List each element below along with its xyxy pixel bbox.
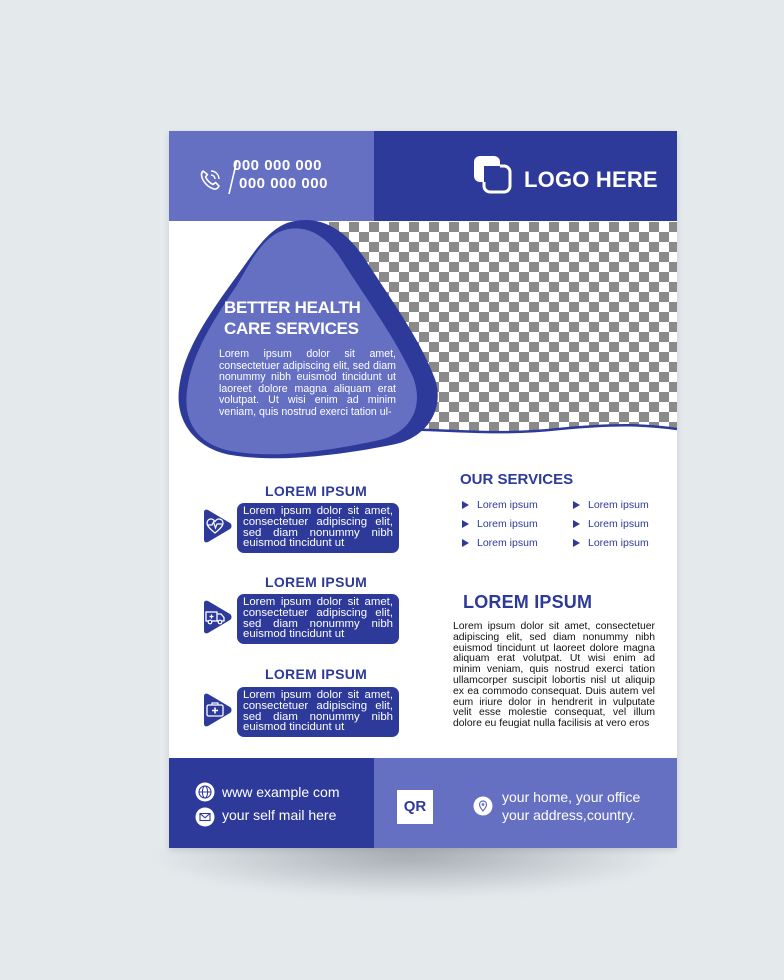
- our-services-item-label: Lorem ipsum: [588, 499, 649, 511]
- our-services-item: [462, 498, 538, 512]
- logo-text: LOGO HERE: [524, 167, 658, 192]
- flyer: [169, 131, 677, 848]
- logo-mark-icon: [471, 153, 513, 195]
- bullet-arrow-icon: [462, 539, 469, 547]
- phone-number-2: 000 000 000: [239, 175, 328, 192]
- service-heading-3: LOREM IPSUM: [265, 666, 368, 682]
- our-services-item: [573, 498, 649, 512]
- bullet-arrow-icon: [462, 520, 469, 528]
- our-services-title: OUR SERVICES: [460, 471, 574, 488]
- service-text-box-1: Lorem ipsum dolor sit amet, consectetuer adipiscing elit, sed diam nonummy nibh euismod tincidunt ut: [237, 503, 399, 553]
- address-block: [502, 788, 640, 824]
- qr-code-placeholder: QR: [397, 790, 433, 824]
- our-services-col1: [462, 498, 538, 550]
- our-services-item: [573, 536, 649, 550]
- mail-icon: [195, 807, 215, 827]
- our-services-item-label: Lorem ipsum: [588, 537, 649, 549]
- our-services-item-label: Lorem ipsum: [477, 499, 538, 511]
- our-services-item-label: Lorem ipsum: [477, 537, 538, 549]
- footer-contact-panel: [169, 758, 374, 848]
- lorem-section-title: LOREM IPSUM: [463, 592, 593, 612]
- address-line-1: your home, your office: [502, 789, 641, 805]
- service-heading-2: LOREM IPSUM: [265, 574, 368, 590]
- service-text-box-3: Lorem ipsum dolor sit amet, consectetuer adipiscing elit, sed diam nonummy nibh euismod tincidunt ut: [237, 687, 399, 737]
- bullet-arrow-icon: [462, 501, 469, 509]
- hero-title-line2: CARE SERVICES: [224, 319, 359, 338]
- our-services-item-label: Lorem ipsum: [588, 518, 649, 530]
- hero-title-line1: BETTER HEALTH: [224, 298, 361, 317]
- our-services-item-label: Lorem ipsum: [477, 518, 538, 530]
- phone-numbers: [233, 157, 328, 193]
- globe-icon: [195, 782, 215, 802]
- ambulance-icon: [200, 600, 232, 634]
- website-text[interactable]: www example com: [222, 784, 340, 800]
- service-heading-1: LOREM IPSUM: [265, 483, 368, 499]
- phone-number-1: 000 000 000: [233, 157, 322, 174]
- hero-body: Lorem ipsum dolor sit amet, consectetuer adipiscing elit, sed diam nonummy nibh euismod tincidunt ut laoreet dolore magna aliquam erat volutpat. Ut wisi enim ad minim veniam, quis nostrud exerci tation ul-: [219, 348, 396, 418]
- our-services-item: [573, 517, 649, 531]
- our-services-col2: [573, 498, 649, 550]
- bullet-arrow-icon: [573, 539, 580, 547]
- address-line-2: your address,country.: [502, 807, 636, 823]
- hero-title: [224, 297, 361, 339]
- lorem-section-body: Lorem ipsum dolor sit amet, consectetuer adipiscing elit, sed diam nonummy nibh euismod tincidunt ut laoreet dolore magna aliquam erat volutpat. Ut wisi enim ad minim veniam, quis nostrud exerci tation ullamcorper suscipit lobortis nisl ut aliquip ex ea commodo consequat. Duis autem vel eum iriure dolor in hendrerit in vulputate velit esse molestie consequat, vel illum dolore eu feugiat nulla facilisis at vero eros: [453, 621, 655, 730]
- phone-icon: [197, 167, 223, 193]
- email-text[interactable]: your self mail here: [222, 807, 337, 823]
- bullet-arrow-icon: [573, 520, 580, 528]
- heart-pulse-icon: [200, 509, 232, 543]
- service-text-box-2: Lorem ipsum dolor sit amet, consectetuer adipiscing elit, sed diam nonummy nibh euismod tincidunt ut: [237, 594, 399, 644]
- bullet-arrow-icon: [573, 501, 580, 509]
- our-services-item: [462, 536, 538, 550]
- location-pin-icon: [473, 796, 493, 816]
- medical-kit-icon: [200, 693, 232, 727]
- our-services-item: [462, 517, 538, 531]
